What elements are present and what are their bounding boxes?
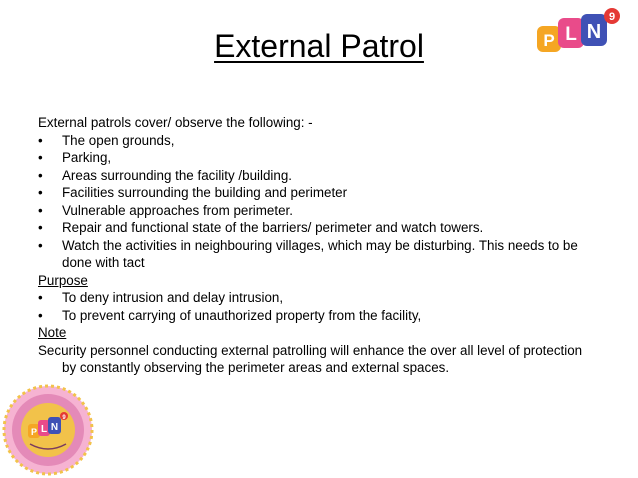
list-item: • Vulnerable approaches from perimeter. [38, 202, 293, 218]
list-item: • To deny intrusion and delay intrusion, [38, 290, 284, 305]
svg-text:9: 9 [62, 415, 66, 421]
svg-text:L: L [40, 424, 48, 435]
list-item: • Watch the activities in neighbouring villages, which may be disturbing. This needs to be done with tact [38, 237, 578, 270]
note-text: Security personnel conducting external patrolling will enhance the over all level of protection by constantly observing the perimeter areas and external spaces. [38, 342, 583, 375]
list-item: • The open grounds, [38, 132, 175, 148]
svg-text:L: L [565, 24, 577, 45]
svg-text:N: N [586, 21, 602, 43]
slide-body [38, 114, 598, 377]
list-item: • Repair and functional state of the barriers/ perimeter and watch towers. [38, 220, 484, 235]
svg-text:P: P [30, 427, 38, 437]
list-item: • Parking, [38, 150, 112, 165]
pln9-logo [536, 8, 624, 58]
svg-text:P: P [543, 31, 555, 50]
svg-text:9: 9 [608, 11, 616, 23]
list-item: • To prevent carrying of unauthorized property from the facility, [38, 307, 422, 323]
svg-text:N: N [50, 422, 59, 433]
list-item: • Areas surrounding the facility /building. [38, 167, 293, 183]
intro-text: External patrols cover/ observe the following: - [38, 115, 313, 130]
list-item: • Facilities surrounding the building and perimeter [38, 185, 348, 200]
slide-title: External Patrol [214, 28, 424, 64]
note-heading: Note [38, 325, 67, 340]
purpose-heading: Purpose [38, 272, 88, 288]
pln9-seal-logo [2, 384, 94, 476]
